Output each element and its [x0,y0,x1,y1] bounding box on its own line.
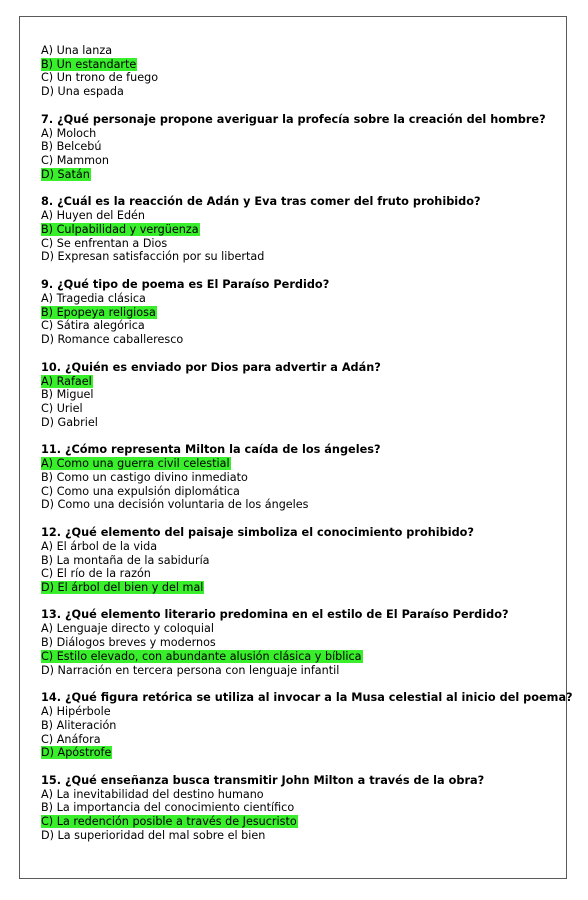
option-text: B) Miguel [41,388,94,402]
answer-option [41,127,561,141]
answer-option [41,140,561,154]
answer-option [41,250,561,264]
option-text: C) Un trono de fuego [41,71,159,85]
option-text: D) Satán [41,167,90,181]
question-block [41,44,561,99]
option-text: C) El río de la razón [41,567,151,581]
question-text: 7. ¿Qué personaje propone averiguar la profecía sobre la creación del hombre? [41,112,546,126]
answer-option [41,719,561,733]
option-text: A) Hipérbole [41,705,111,719]
answer-option [41,154,561,168]
correct-option [41,457,561,471]
option-text: D) Narración en tercera persona con lenguaje infantil [41,663,340,677]
option-text: C) Como una expulsión diplomática [41,484,240,498]
question-text: 12. ¿Qué elemento del paisaje simboliza el conocimiento prohibido? [41,525,474,539]
option-text: B) Belcebú [41,140,102,154]
option-text: A) Tragedia clásica [41,291,146,305]
answer-option [41,705,561,719]
answer-option [41,71,561,85]
option-text: A) Moloch [41,126,97,140]
option-text: D) Una espada [41,85,124,99]
answer-option [41,567,561,581]
question-block [41,113,561,182]
option-text: D) Apóstrofe [41,746,112,760]
correct-option [41,375,561,389]
option-text: D) Como una decisión voluntaria de los ángeles [41,498,309,512]
option-text: C) Anáfora [41,732,101,746]
correct-option [41,746,561,760]
option-text: B) Epopeya religiosa [41,305,156,319]
question-text: 10. ¿Quién es enviado por Dios para advertir a Adán? [41,360,381,374]
answer-option [41,237,561,251]
answer-option [41,471,561,485]
answer-option [41,333,561,347]
correct-option [41,815,561,829]
question-block [41,443,561,512]
answer-option [41,540,561,554]
question-block [41,691,573,760]
question-block [41,526,561,595]
option-text: A) Huyen del Edén [41,209,146,223]
option-text: C) Estilo elevado, con abundante alusión clásica y bíblica [41,649,362,663]
question-text: 15. ¿Qué enseñanza busca transmitir John Milton a través de la obra? [41,773,485,787]
option-text: C) Mammon [41,154,109,168]
option-text: C) Uriel [41,401,83,415]
correct-option [41,58,561,72]
correct-option [41,306,561,320]
option-text: B) La importancia del conocimiento científico [41,801,295,815]
answer-option [41,485,561,499]
answer-option [41,292,561,306]
answer-option [41,664,561,678]
question-text: 11. ¿Cómo representa Milton la caída de los ángeles? [41,443,381,457]
option-text: B) Culpabilidad y vergüenza [41,222,199,236]
answer-option [41,402,561,416]
answer-option [41,388,561,402]
quiz-content [41,44,573,843]
option-text: C) Sátira alegórica [41,319,145,333]
option-text: A) La inevitabilidad del destino humano [41,787,264,801]
answer-option [41,829,561,843]
option-text: B) Diálogos breves y modernos [41,636,216,650]
answer-option [41,554,561,568]
question-block [41,195,561,264]
question-text: 9. ¿Qué tipo de poema es El Paraíso Perdido? [41,277,330,291]
correct-option [41,168,561,182]
option-text: A) Lenguaje directo y coloquial [41,622,214,636]
question-block [41,608,561,677]
option-text: D) El árbol del bien y del mal [41,580,204,594]
option-text: A) Rafael [41,374,92,388]
option-text: B) La montaña de la sabiduría [41,553,210,567]
question-text: 8. ¿Cuál es la reacción de Adán y Eva tras comer del fruto prohibido? [41,195,481,209]
option-text: B) Aliteración [41,718,117,732]
option-text: C) La redención posible a través de Jesucristo [41,815,297,829]
correct-option [41,581,561,595]
option-text: A) Una lanza [41,44,113,57]
correct-option [41,223,561,237]
answer-option [41,636,561,650]
option-text: D) Expresan satisfacción por su libertad [41,250,265,264]
answer-option [41,44,561,58]
option-text: C) Se enfrentan a Dios [41,236,168,250]
answer-option [41,801,561,815]
option-text: A) El árbol de la vida [41,539,158,553]
question-block [41,361,561,430]
option-text: D) Gabriel [41,415,98,429]
option-text: A) Como una guerra civil celestial [41,457,230,471]
option-text: B) Como un castigo divino inmediato [41,470,248,484]
answer-option [41,622,561,636]
answer-option [41,788,561,802]
question-block [41,278,561,347]
answer-option [41,498,561,512]
answer-option [41,733,561,747]
option-text: B) Un estandarte [41,57,137,71]
option-text: D) La superioridad del mal sobre el bien [41,828,266,842]
correct-option [41,650,561,664]
question-block [41,774,561,843]
option-text: D) Romance caballeresco [41,332,184,346]
question-text: 13. ¿Qué elemento literario predomina en el estilo de El Paraíso Perdido? [41,608,509,622]
answer-option [41,209,561,223]
question-text: 14. ¿Qué figura retórica se utiliza al invocar a la Musa celestial al inicio del poema? [41,691,573,705]
answer-option [41,416,561,430]
answer-option [41,319,561,333]
answer-option [41,85,561,99]
